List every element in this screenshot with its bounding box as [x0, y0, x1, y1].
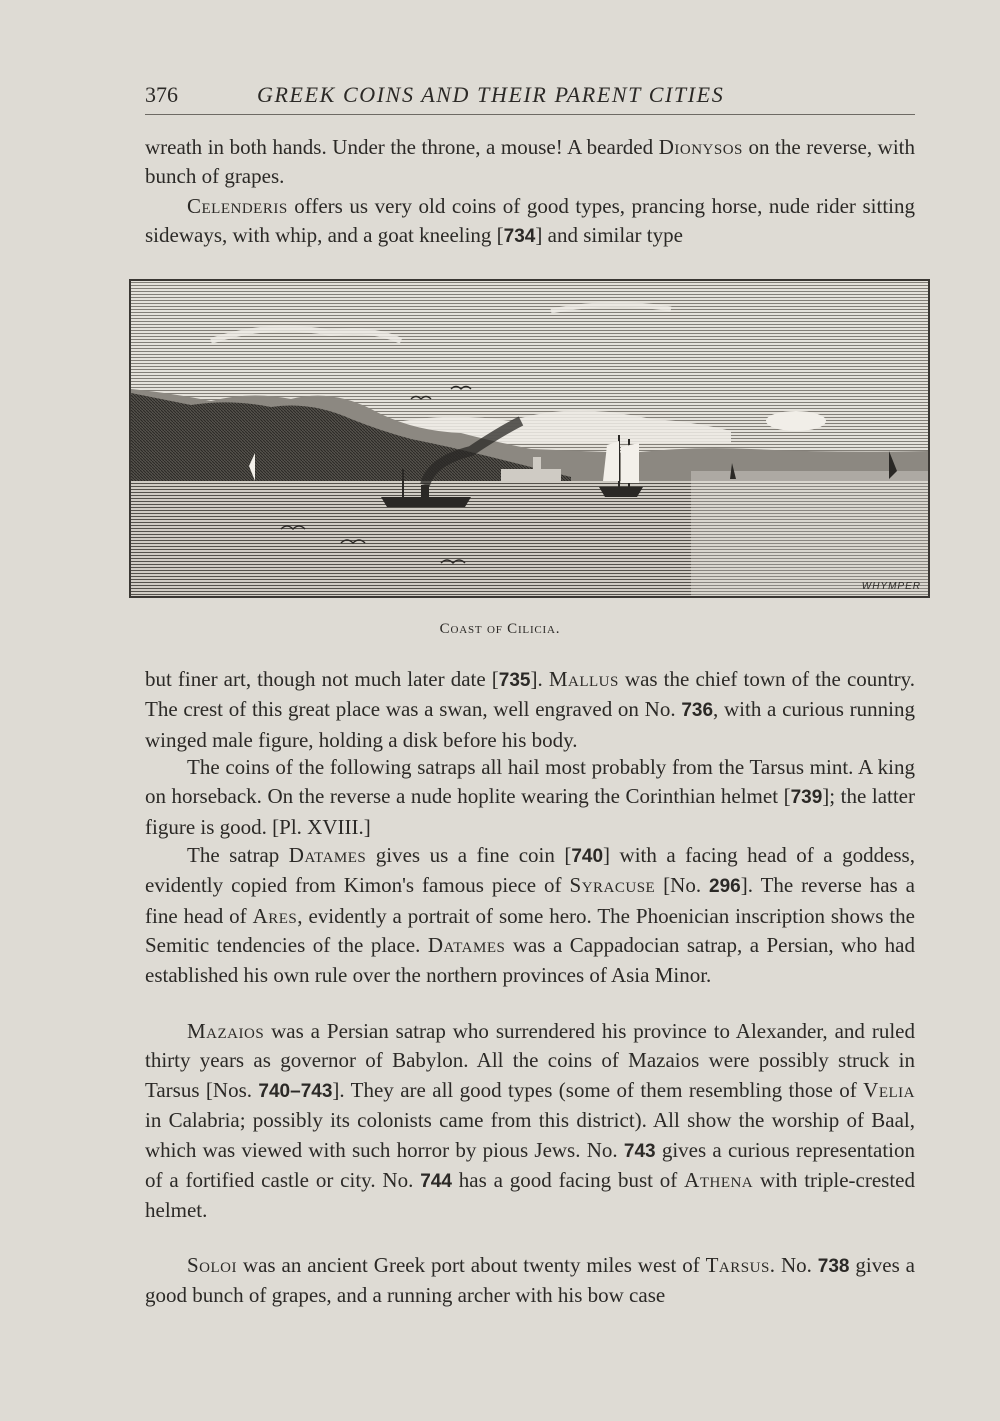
page-number: 376 — [145, 82, 178, 107]
text-run: gives a good bunch of grapes, and a running archer with his bow case — [145, 1253, 915, 1308]
text-run: has a good facing bust of — [451, 1168, 685, 1193]
name-athena: Athena — [684, 1168, 754, 1193]
running-head — [145, 80, 915, 115]
name-mallus: Mallus — [548, 667, 619, 691]
text-run: ]. — [530, 667, 549, 691]
text-run: ]. They are all good types (some of them resembling those of — [332, 1077, 864, 1102]
text-run: The coins of the following satraps all hail most probably from the Tarsus mint. A king on horseback. On the reverse a nude hoplite wearing the Corinthian helmet [ — [145, 755, 915, 809]
name-datames: Datames — [427, 933, 506, 958]
text-run: , evidently a portrait of some hero. The Phoenician inscription shows the Semitic tendencies of the place. — [145, 903, 915, 958]
text-run: was the chief town of the country. The crest of this great place was a swan, well engraved on No. — [145, 667, 915, 722]
text-run: in Calabria; possibly its colonists came from this district). All show the worship of Baal, which was viewed with such horror by pious Jews. No. — [145, 1108, 915, 1162]
engraver-signature: WHYMPER — [861, 581, 921, 592]
text-run: ] and similar type — [535, 223, 683, 248]
name-velia: Velia — [863, 1077, 915, 1102]
coin-ref: 740–743 — [258, 1080, 333, 1102]
name-datames: Datames — [288, 843, 367, 867]
figure-caption: Coast of Cilicia. — [439, 621, 561, 637]
name-mazaios: Mazaios — [187, 1019, 265, 1043]
text-run: was a Persian satrap who surrendered his province to Alexander, and ruled thirty years as governor of Babylon. All the coins of Mazaios were possibly struck in Tarsus [Nos. — [145, 1019, 915, 1102]
coin-ref: 739 — [790, 787, 823, 809]
text-run: . No. — [769, 1253, 818, 1277]
engraving-coast-of-cilicia — [129, 279, 930, 598]
text-run: but finer art, though not much later date [ — [145, 667, 499, 691]
text-run: on the reverse, with bunch of grapes. — [145, 135, 915, 189]
coin-ref: 740 — [571, 846, 604, 867]
text-run: ]; the latter figure is good. [Pl. XVIII.] — [145, 784, 915, 839]
name-dionysos: Dionysos — [658, 135, 743, 159]
paragraph-satraps — [145, 753, 915, 842]
name-syracuse: Syracuse — [569, 873, 656, 898]
paragraph-dionysos — [145, 133, 915, 192]
name-celenderis: Celenderis — [187, 194, 288, 218]
text-run: was an ancient Greek port about twenty miles west of — [237, 1253, 706, 1277]
text-run: [No. — [655, 873, 710, 898]
running-title: GREEK COINS AND THEIR PARENT CITIES — [257, 82, 725, 107]
text-run: wreath in both hands. Under the throne, a mouse! A bearded — [145, 135, 659, 159]
engraving-illustration — [131, 281, 928, 596]
coin-ref: 743 — [623, 1140, 656, 1162]
text-run: ]. The reverse has a fine head of — [145, 873, 916, 928]
name-tarsus: Tarsus — [705, 1253, 770, 1277]
coin-ref: 744 — [420, 1171, 452, 1193]
name-ares: Ares — [252, 903, 298, 928]
text-run: with triple-crested helmet. — [145, 1168, 915, 1223]
paragraph-celenderis — [145, 192, 915, 252]
name-soloi: Soloi — [187, 1253, 238, 1277]
text-run: , with a curious running winged male figure, holding a disk before his body. — [145, 697, 915, 752]
coin-ref: 296 — [709, 876, 741, 898]
paragraph-datames — [145, 841, 915, 990]
paragraph-mallus — [145, 665, 915, 755]
text-run: was a Cappadocian satrap, a Persian, who had established his own rule over the northern provinces of Asia Minor. — [145, 933, 916, 987]
text-run: gives us a fine coin [ — [366, 843, 572, 867]
coin-ref: 735 — [498, 670, 531, 691]
text-run: The satrap — [187, 843, 289, 867]
coin-ref: 734 — [503, 226, 536, 248]
coin-ref: 738 — [817, 1256, 850, 1277]
text-run: ] with a facing head of a goddess, evidently copied from Kimon's famous piece of — [145, 843, 915, 898]
text-run: offers us very old coins of good types, prancing horse, nude rider sitting sideways, with whip, and a goat kneeling [ — [145, 194, 915, 248]
paragraph-mazaios — [145, 1017, 915, 1226]
paragraph-soloi — [145, 1251, 915, 1311]
text-run: gives a curious representation of a fortified castle or city. No. — [145, 1137, 915, 1193]
coin-ref: 736 — [681, 700, 714, 722]
